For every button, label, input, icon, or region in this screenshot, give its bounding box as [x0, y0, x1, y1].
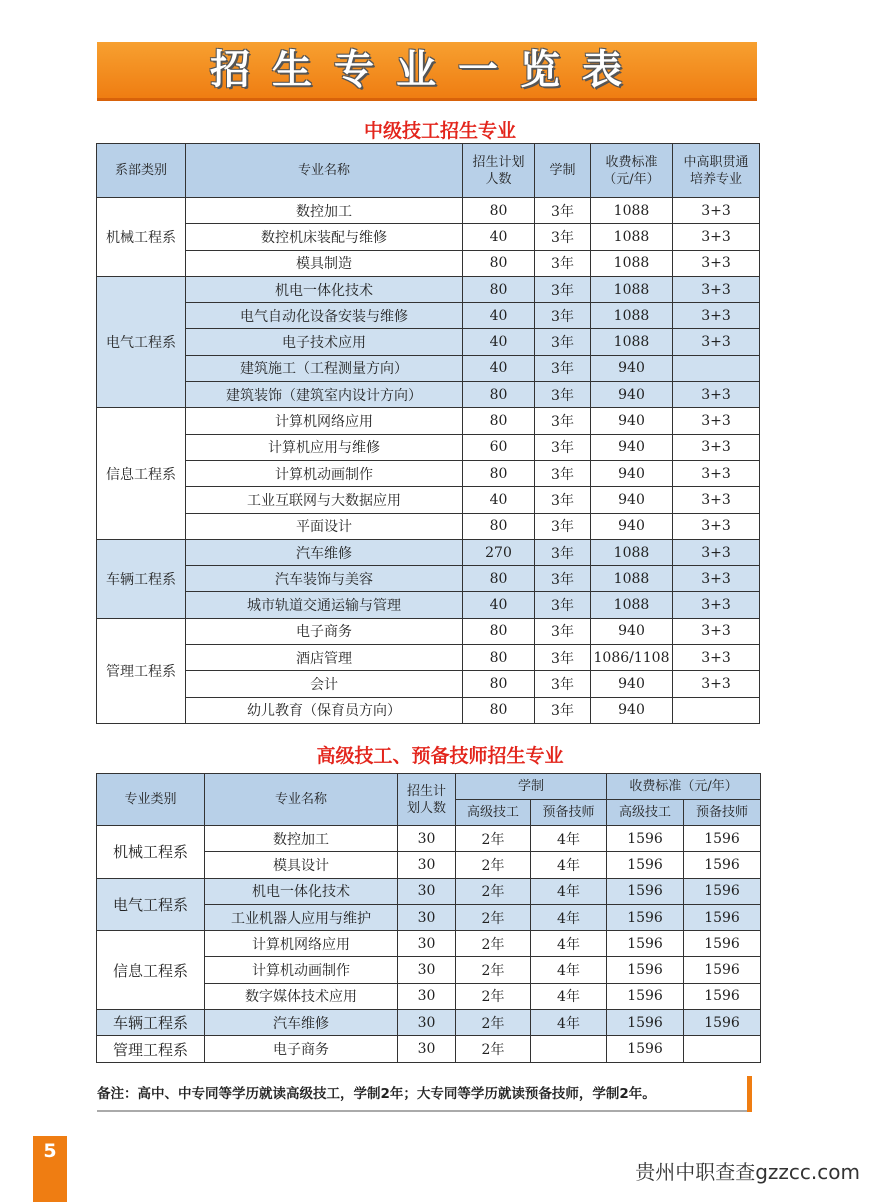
- count-cell: 80: [463, 382, 535, 408]
- count-cell: 80: [463, 513, 535, 539]
- link-cell: 3+3: [673, 276, 760, 302]
- table-row: [97, 826, 761, 852]
- link-cell: [673, 697, 760, 723]
- col-header-dept: 系部类别: [97, 144, 186, 198]
- senior-years-cell: 2年: [456, 878, 531, 904]
- link-cell: 3+3: [673, 671, 760, 697]
- note-text: 备注：高中、中专同等学历就读高级技工，学制2年；大专同等学历就读预备技师，学制2年。: [97, 1086, 656, 1102]
- technician-years-cell: 4年: [531, 904, 607, 930]
- years-cell: 3年: [535, 645, 591, 671]
- table-row: [97, 618, 760, 644]
- table-row: [97, 931, 761, 957]
- table-row: [97, 878, 761, 904]
- major-name-cell: 建筑施工（工程测量方向）: [186, 355, 463, 381]
- count-cell: 30: [398, 1036, 456, 1062]
- years-cell: 3年: [535, 671, 591, 697]
- technician-fee-cell: 1596: [684, 983, 761, 1009]
- col-header-name: 专业名称: [186, 144, 463, 198]
- count-cell: 30: [398, 904, 456, 930]
- table-row: [97, 566, 760, 592]
- intermediate-table: [96, 143, 760, 724]
- count-cell: 80: [463, 618, 535, 644]
- major-name-cell: 数控加工: [186, 198, 463, 224]
- major-name-cell: 汽车维修: [186, 539, 463, 565]
- count-cell: 80: [463, 460, 535, 486]
- major-name-cell: 平面设计: [186, 513, 463, 539]
- count-cell: 40: [463, 303, 535, 329]
- fee-cell: 1086/1108: [591, 645, 673, 671]
- senior-years-cell: 2年: [456, 852, 531, 878]
- count-cell: 30: [398, 826, 456, 852]
- years-cell: 3年: [535, 355, 591, 381]
- count-cell: 80: [463, 250, 535, 276]
- count-cell: 30: [398, 878, 456, 904]
- major-name-cell: 模具制造: [186, 250, 463, 276]
- advanced-table: [96, 773, 761, 1063]
- major-name-cell: 城市轨道交通运输与管理: [186, 592, 463, 618]
- table-row: [97, 513, 760, 539]
- count-cell: 80: [463, 408, 535, 434]
- dept-cell: 机械工程系: [97, 198, 186, 277]
- technician-years-cell: 4年: [531, 826, 607, 852]
- years-cell: 3年: [535, 618, 591, 644]
- table-header-row: [97, 144, 760, 198]
- col-header-years: 学制: [535, 144, 591, 198]
- fee-cell: 940: [591, 671, 673, 697]
- major-name-cell: 会计: [186, 671, 463, 697]
- senior-fee-cell: 1596: [607, 957, 684, 983]
- fee-cell: 940: [591, 382, 673, 408]
- major-name-cell: 数字媒体技术应用: [205, 983, 398, 1009]
- fee-cell: 1088: [591, 276, 673, 302]
- link-cell: 3+3: [673, 592, 760, 618]
- col-header-fee-senior: 高级技工: [607, 800, 684, 826]
- technician-years-cell: 4年: [531, 852, 607, 878]
- major-name-cell: 计算机动画制作: [205, 957, 398, 983]
- count-cell: 270: [463, 539, 535, 565]
- col-header-link: 中高职贯通 培养专业: [673, 144, 760, 198]
- link-cell: 3+3: [673, 460, 760, 486]
- major-name-cell: 汽车装饰与美容: [186, 566, 463, 592]
- table-row: [97, 250, 760, 276]
- years-cell: 3年: [535, 592, 591, 618]
- major-name-cell: 工业互联网与大数据应用: [186, 487, 463, 513]
- col-header-years-senior: 高级技工: [456, 800, 531, 826]
- table-row: [97, 1036, 761, 1062]
- link-cell: 3+3: [673, 434, 760, 460]
- dept-cell: 电气工程系: [97, 878, 205, 931]
- fee-cell: 1088: [591, 539, 673, 565]
- col-header-count: 招生计划 人数: [463, 144, 535, 198]
- fee-cell: 1088: [591, 303, 673, 329]
- major-name-cell: 计算机应用与维修: [186, 434, 463, 460]
- dept-cell: 信息工程系: [97, 931, 205, 1010]
- major-name-cell: 工业机器人应用与维护: [205, 904, 398, 930]
- fee-cell: 940: [591, 460, 673, 486]
- years-cell: 3年: [535, 408, 591, 434]
- col-header-years: 学制: [456, 774, 607, 800]
- major-name-cell: 电气自动化设备安装与维修: [186, 303, 463, 329]
- count-cell: 80: [463, 276, 535, 302]
- major-name-cell: 酒店管理: [186, 645, 463, 671]
- count-cell: 40: [463, 487, 535, 513]
- dept-cell: 管理工程系: [97, 1036, 205, 1062]
- table-row: [97, 408, 760, 434]
- link-cell: 3+3: [673, 645, 760, 671]
- major-name-cell: 数控机床装配与维修: [186, 224, 463, 250]
- dept-cell: 电气工程系: [97, 276, 186, 407]
- technician-years-cell: 4年: [531, 931, 607, 957]
- years-cell: 3年: [535, 198, 591, 224]
- years-cell: 3年: [535, 382, 591, 408]
- table-row: [97, 329, 760, 355]
- link-cell: 3+3: [673, 618, 760, 644]
- technician-fee-cell: 1596: [684, 826, 761, 852]
- table-row: [97, 382, 760, 408]
- col-header-fee: 收费标准 （元/年）: [591, 144, 673, 198]
- link-cell: [673, 355, 760, 381]
- table-row: [97, 592, 760, 618]
- fee-cell: 1088: [591, 592, 673, 618]
- fee-cell: 1088: [591, 329, 673, 355]
- section1-title: 中级技工招生专业: [363, 120, 516, 142]
- fee-cell: 940: [591, 618, 673, 644]
- major-name-cell: 计算机动画制作: [186, 460, 463, 486]
- link-cell: 3+3: [673, 487, 760, 513]
- count-cell: 30: [398, 1010, 456, 1036]
- major-name-cell: 汽车维修: [205, 1010, 398, 1036]
- count-cell: 30: [398, 957, 456, 983]
- dept-cell: 信息工程系: [97, 408, 186, 539]
- table-row: [97, 303, 760, 329]
- col-header-fee-technician: 预备技师: [684, 800, 761, 826]
- senior-fee-cell: 1596: [607, 983, 684, 1009]
- count-cell: 80: [463, 566, 535, 592]
- fee-cell: 1088: [591, 224, 673, 250]
- technician-fee-cell: 1596: [684, 931, 761, 957]
- table-row: [97, 276, 760, 302]
- note-box: [97, 1076, 747, 1112]
- table-row: [97, 645, 760, 671]
- years-cell: 3年: [535, 566, 591, 592]
- count-cell: 40: [463, 329, 535, 355]
- link-cell: 3+3: [673, 250, 760, 276]
- count-cell: 30: [398, 983, 456, 1009]
- page-number: 5: [33, 1136, 67, 1202]
- technician-years-cell: 4年: [531, 878, 607, 904]
- senior-years-cell: 2年: [456, 931, 531, 957]
- link-cell: 3+3: [673, 513, 760, 539]
- technician-years-cell: 4年: [531, 983, 607, 1009]
- count-cell: 40: [463, 224, 535, 250]
- major-name-cell: 电子技术应用: [186, 329, 463, 355]
- technician-fee-cell: 1596: [684, 878, 761, 904]
- technician-years-cell: [531, 1036, 607, 1062]
- count-cell: 80: [463, 697, 535, 723]
- technician-fee-cell: [684, 1036, 761, 1062]
- link-cell: 3+3: [673, 303, 760, 329]
- page-title: 招生专业一览表: [210, 47, 644, 93]
- table-row: [97, 539, 760, 565]
- senior-fee-cell: 1596: [607, 878, 684, 904]
- senior-years-cell: 2年: [456, 983, 531, 1009]
- watermark: 贵州中职查查gzzcc.com: [635, 1160, 860, 1184]
- count-cell: 60: [463, 434, 535, 460]
- table-row: [97, 487, 760, 513]
- technician-years-cell: 4年: [531, 957, 607, 983]
- major-name-cell: 电子商务: [186, 618, 463, 644]
- years-cell: 3年: [535, 513, 591, 539]
- fee-cell: 940: [591, 697, 673, 723]
- table-header-row: [97, 774, 761, 800]
- note-accent-bar: [747, 1076, 752, 1112]
- years-cell: 3年: [535, 250, 591, 276]
- table-row: [97, 1010, 761, 1036]
- major-name-cell: 机电一体化技术: [186, 276, 463, 302]
- fee-cell: 1088: [591, 566, 673, 592]
- col-header-fee: 收费标准（元/年）: [607, 774, 761, 800]
- col-header-years-technician: 预备技师: [531, 800, 607, 826]
- fee-cell: 940: [591, 513, 673, 539]
- link-cell: 3+3: [673, 382, 760, 408]
- senior-years-cell: 2年: [456, 1010, 531, 1036]
- major-name-cell: 机电一体化技术: [205, 878, 398, 904]
- fee-cell: 940: [591, 434, 673, 460]
- major-name-cell: 计算机网络应用: [205, 931, 398, 957]
- major-name-cell: 电子商务: [205, 1036, 398, 1062]
- count-cell: 80: [463, 198, 535, 224]
- years-cell: 3年: [535, 303, 591, 329]
- senior-fee-cell: 1596: [607, 852, 684, 878]
- major-name-cell: 数控加工: [205, 826, 398, 852]
- years-cell: 3年: [535, 539, 591, 565]
- major-name-cell: 计算机网络应用: [186, 408, 463, 434]
- title-banner: [97, 42, 757, 101]
- count-cell: 30: [398, 931, 456, 957]
- dept-cell: 机械工程系: [97, 826, 205, 879]
- years-cell: 3年: [535, 329, 591, 355]
- link-cell: 3+3: [673, 408, 760, 434]
- table-row: [97, 355, 760, 381]
- senior-fee-cell: 1596: [607, 1010, 684, 1036]
- dept-cell: 管理工程系: [97, 618, 186, 723]
- technician-fee-cell: 1596: [684, 904, 761, 930]
- senior-years-cell: 2年: [456, 904, 531, 930]
- section2-title: 高级技工、预备技师招生专业: [316, 745, 564, 767]
- senior-fee-cell: 1596: [607, 826, 684, 852]
- fee-cell: 1088: [591, 198, 673, 224]
- link-cell: 3+3: [673, 198, 760, 224]
- link-cell: 3+3: [673, 566, 760, 592]
- technician-fee-cell: 1596: [684, 1010, 761, 1036]
- major-name-cell: 模具设计: [205, 852, 398, 878]
- col-header-count: 招生计 划人数: [398, 774, 456, 826]
- count-cell: 80: [463, 671, 535, 697]
- dept-cell: 车辆工程系: [97, 1010, 205, 1036]
- dept-cell: 车辆工程系: [97, 539, 186, 618]
- senior-years-cell: 2年: [456, 826, 531, 852]
- link-cell: 3+3: [673, 329, 760, 355]
- count-cell: 30: [398, 852, 456, 878]
- table-row: [97, 697, 760, 723]
- count-cell: 40: [463, 355, 535, 381]
- fee-cell: 940: [591, 408, 673, 434]
- col-header-name: 专业名称: [205, 774, 398, 826]
- count-cell: 80: [463, 645, 535, 671]
- table-row: [97, 434, 760, 460]
- fee-cell: 1088: [591, 250, 673, 276]
- fee-cell: 940: [591, 487, 673, 513]
- table-row: [97, 671, 760, 697]
- years-cell: 3年: [535, 487, 591, 513]
- link-cell: 3+3: [673, 539, 760, 565]
- senior-fee-cell: 1596: [607, 931, 684, 957]
- technician-fee-cell: 1596: [684, 852, 761, 878]
- years-cell: 3年: [535, 276, 591, 302]
- senior-years-cell: 2年: [456, 957, 531, 983]
- years-cell: 3年: [535, 434, 591, 460]
- major-name-cell: 幼儿教育（保育员方向）: [186, 697, 463, 723]
- count-cell: 40: [463, 592, 535, 618]
- table-row: [97, 224, 760, 250]
- years-cell: 3年: [535, 224, 591, 250]
- senior-fee-cell: 1596: [607, 1036, 684, 1062]
- years-cell: 3年: [535, 460, 591, 486]
- technician-years-cell: 4年: [531, 1010, 607, 1036]
- senior-years-cell: 2年: [456, 1036, 531, 1062]
- fee-cell: 940: [591, 355, 673, 381]
- table-row: [97, 460, 760, 486]
- senior-fee-cell: 1596: [607, 904, 684, 930]
- years-cell: 3年: [535, 697, 591, 723]
- link-cell: 3+3: [673, 224, 760, 250]
- technician-fee-cell: 1596: [684, 957, 761, 983]
- major-name-cell: 建筑装饰（建筑室内设计方向）: [186, 382, 463, 408]
- col-header-category: 专业类别: [97, 774, 205, 826]
- table-row: [97, 198, 760, 224]
